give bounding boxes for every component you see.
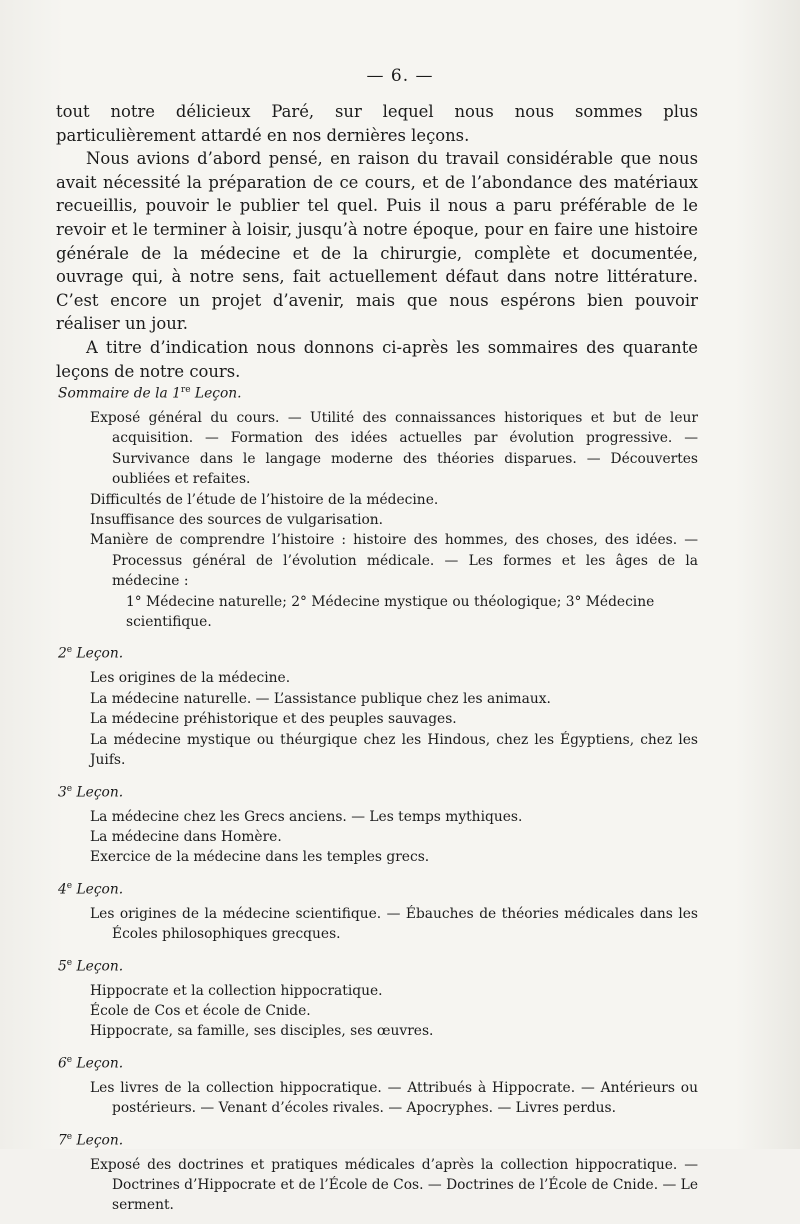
lesson-item: Hippocrate, sa famille, ses disciples, ses œuvres. xyxy=(90,1023,434,1040)
lesson-item: Exposé général du cours. — Utilité des connaissances historiques et but de leur acquisition. — Formation des idées actuelles par évolution progressive. — Survivance dans le langage moderne des théories disparues. — Découvertes oubliées et refaites. xyxy=(90,410,698,488)
intro-paragraph: Nous avions d’abord pensé, en raison du travail considérable que nous avait nécessité la préparation de ce cours, et de l’abondance des matériaux recueillis, pouvoir le publier tel quel. Puis il nous a paru préférable de le revoir et le terminer à loisir, jusqu’à notre époque, pour en faire une histoire générale de la médecine et de la chirurgie, complète et documentée, ouvrage qui, à notre sens, fait actuellement défaut dans notre littérature. C’est encore un projet d’avenir, mais que nous espérons bien pouvoir réaliser un jour. xyxy=(56,149,698,334)
lesson-item: École de Cos et école de Cnide. xyxy=(90,1002,311,1019)
lesson-subitem: 1° Médecine naturelle; 2° Médecine mystique ou théologique; 3° Médecine scientifique. xyxy=(126,593,655,631)
lesson-item: Exposé des doctrines et pratiques médicales d’après la collection hippocratique. — Doctrines d’Hippocrate et de l’École de Cos. — Doctrines de l’École de Cnide. — Le serment. xyxy=(90,1156,698,1214)
lesson-3 xyxy=(56,779,698,868)
lesson-item: La médecine naturelle. — L’assistance publique chez les animaux. xyxy=(90,690,551,707)
lesson-5 xyxy=(56,953,698,1042)
lesson-item: La médecine dans Homère. xyxy=(90,828,282,845)
page-number: — 6. — xyxy=(366,66,434,86)
lesson-item: Insuffisance des sources de vulgarisation. xyxy=(90,512,384,529)
lesson-item: Les livres de la collection hippocratique. — Attribués à Hippocrate. — Antérieurs ou postérieurs. — Venant d’écoles rivales. — Apocryphes. — Livres perdus. xyxy=(90,1079,698,1117)
lesson-title: 4e Leçon. xyxy=(58,880,124,898)
lesson-title: 7e Leçon. xyxy=(58,1131,124,1149)
lesson-item: Manière de comprendre l’histoire : histoire des hommes, des choses, des idées. — Processus général de l’évolution médicale. — Les formes et les âges de la médecine : xyxy=(90,532,698,590)
lesson-item: La médecine préhistorique et des peuples sauvages. xyxy=(90,711,457,728)
lesson-title: 3e Leçon. xyxy=(58,783,124,801)
lesson-4 xyxy=(56,876,698,945)
lesson-1 xyxy=(56,380,698,632)
lesson-item: Les origines de la médecine. xyxy=(90,670,291,687)
lesson-title: 2e Leçon. xyxy=(58,645,124,663)
lesson-item: Exercice de la médecine dans les temples grecs. xyxy=(90,849,430,866)
lesson-title: 6e Leçon. xyxy=(58,1054,124,1072)
lesson-item: La médecine mystique ou théurgique chez les Hindous, chez les Égyptiens, chez les Juifs. xyxy=(90,731,698,769)
lesson-6 xyxy=(56,1050,698,1119)
intro-paragraph: tout notre délicieux Paré, sur lequel nous nous sommes plus particulièrement attardé en nos dernières leçons. xyxy=(56,102,698,145)
lesson-title: Sommaire de la 1re Leçon. xyxy=(58,385,242,402)
intro-paragraph: A titre d’indication nous donnons ci-après les sommaires des quarante leçons de notre cours. xyxy=(56,337,698,381)
lesson-item: Hippocrate et la collection hippocratique. xyxy=(90,982,383,999)
lesson-title: 5e Leçon. xyxy=(58,957,124,975)
lesson-item: La médecine chez les Grecs anciens. — Les temps mythiques. xyxy=(90,808,523,825)
intro-text xyxy=(56,100,698,383)
lesson-2 xyxy=(56,640,698,770)
lesson-7 xyxy=(56,1127,698,1216)
lesson-item: Les origines de la médecine scientifique. — Ébauches de théories médicales dans les Écoles philosophiques grecques. xyxy=(90,905,698,943)
lesson-summaries xyxy=(56,380,698,1224)
lesson-item: Difficultés de l’étude de l’histoire de la médecine. xyxy=(90,491,439,508)
